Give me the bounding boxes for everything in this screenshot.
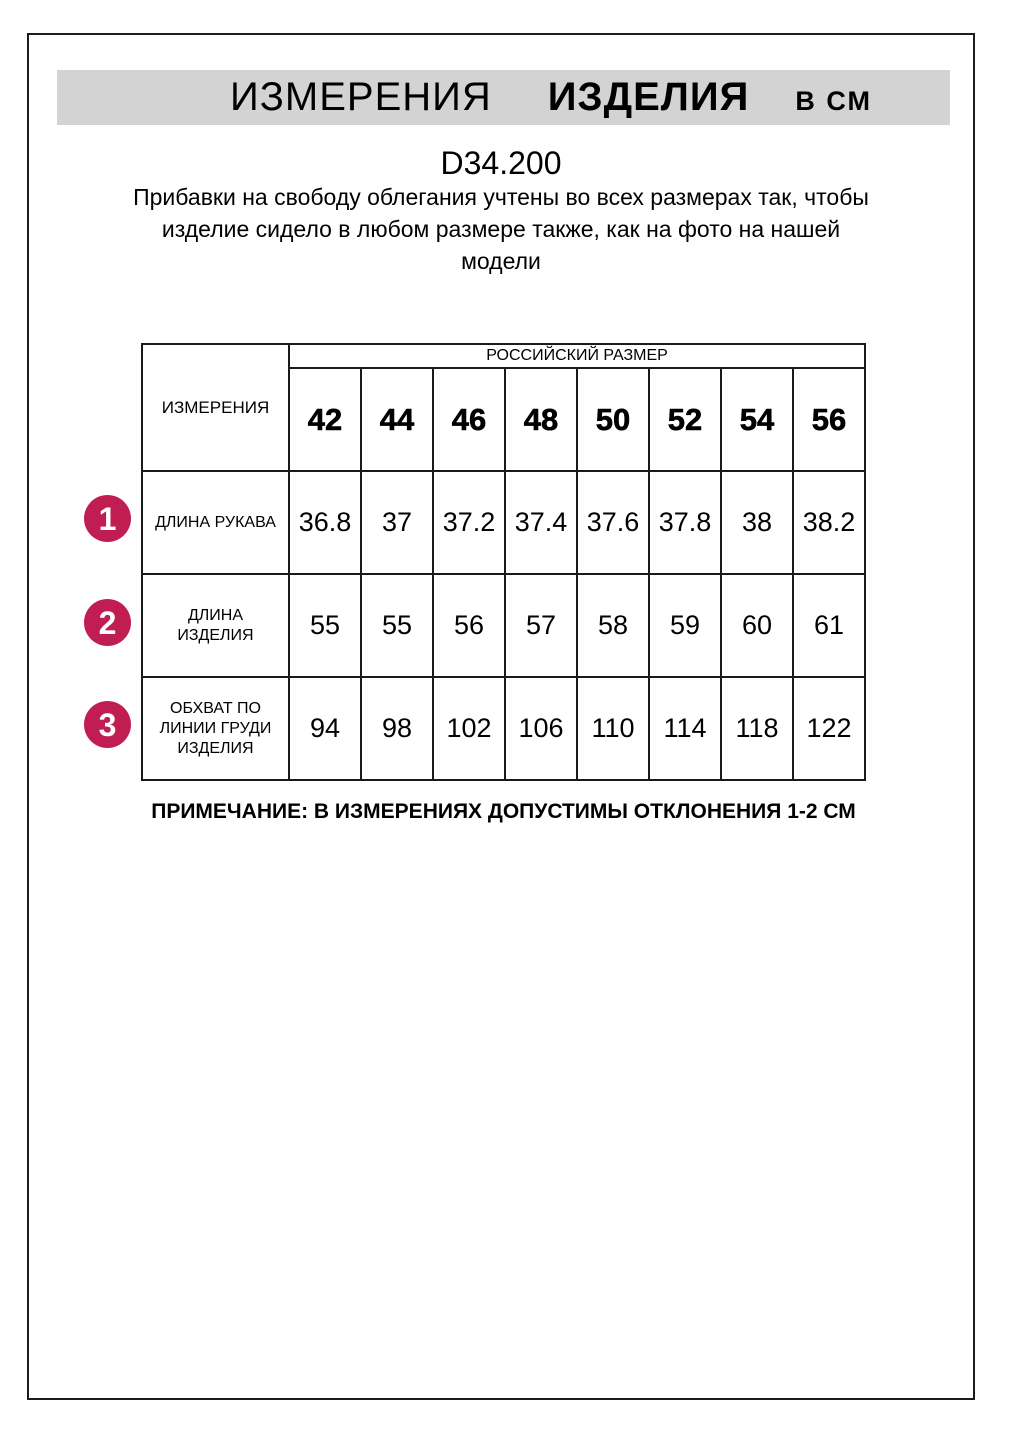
page-border-frame: [27, 33, 975, 1400]
row-number-badge-3: 3: [84, 701, 131, 748]
measurement-value: 55: [361, 574, 433, 677]
measurement-value: 57: [505, 574, 577, 677]
fit-description: [29, 181, 973, 277]
measurement-value: 61: [793, 574, 865, 677]
measurement-value: 98: [361, 677, 433, 780]
table-row-chest-girth: [142, 677, 865, 780]
row-number-badge-2: 2: [84, 599, 131, 646]
measurement-value: 38.2: [793, 471, 865, 574]
row-number-badge-1: 1: [84, 495, 131, 542]
row-label-line: ИЗДЕЛИЯ: [177, 626, 254, 644]
measurement-value: 37.6: [577, 471, 649, 574]
measurement-value: 36.8: [289, 471, 361, 574]
row-label: [142, 471, 289, 574]
size-col-header: 42: [289, 368, 361, 471]
size-col-header: 46: [433, 368, 505, 471]
measurement-value: 56: [433, 574, 505, 677]
measurement-value: 37: [361, 471, 433, 574]
measurement-value: 37.8: [649, 471, 721, 574]
size-col-header: 48: [505, 368, 577, 471]
size-table: [141, 343, 866, 781]
fit-description-line: Прибавки на свободу облегания учтены во всех размерах так, чтобы: [133, 184, 869, 210]
row-label-line: ДЛИНА РУКАВА: [155, 513, 276, 531]
size-col-header: 56: [793, 368, 865, 471]
measurement-value: 118: [721, 677, 793, 780]
fit-description-line: изделие сидело в любом размере также, как на фото на нашей: [161, 216, 841, 242]
table-row-sleeve-length: [142, 471, 865, 574]
title-word-measurements: ИЗМЕРЕНИЯ: [230, 75, 492, 119]
size-col-header: 52: [649, 368, 721, 471]
size-group-header: РОССИЙСКИЙ РАЗМЕР: [289, 344, 865, 368]
row-label-line: ЛИНИИ ГРУДИ: [159, 719, 272, 737]
table-corner-label: ИЗМЕРЕНИЯ: [142, 344, 289, 471]
measurement-value: 94: [289, 677, 361, 780]
measurement-value: 37.2: [433, 471, 505, 574]
size-col-header: 50: [577, 368, 649, 471]
measurement-value: 122: [793, 677, 865, 780]
measurement-value: 110: [577, 677, 649, 780]
row-label-line: ОБХВАТ ПО: [170, 699, 261, 717]
size-col-header: 44: [361, 368, 433, 471]
group-header-row: [142, 344, 865, 368]
row-label: [142, 574, 289, 677]
size-col-header: 54: [721, 368, 793, 471]
measurement-value: 55: [289, 574, 361, 677]
row-label-line: ИЗДЕЛИЯ: [177, 739, 254, 757]
measurement-value: 106: [505, 677, 577, 780]
measurement-value: 37.4: [505, 471, 577, 574]
product-code: D34.200: [440, 145, 562, 181]
measurement-value: 114: [649, 677, 721, 780]
table-row-product-length: [142, 574, 865, 677]
measurement-value: 102: [433, 677, 505, 780]
tolerance-note: ПРИМЕЧАНИЕ: В ИЗМЕРЕНИЯХ ДОПУСТИМЫ ОТКЛОНЕНИЯ 1-2 СМ: [151, 800, 856, 823]
fit-description-line: модели: [461, 248, 541, 274]
measurement-value: 38: [721, 471, 793, 574]
row-label: [142, 677, 289, 780]
title-word-product: ИЗДЕЛИЯ: [547, 75, 750, 119]
measurement-value: 58: [577, 574, 649, 677]
measurement-value: 59: [649, 574, 721, 677]
measurement-value: 60: [721, 574, 793, 677]
title-unit-label: В СМ: [795, 86, 872, 116]
row-label-line: ДЛИНА: [187, 606, 244, 624]
size-table-wrapper: [141, 343, 866, 781]
title-bar: [57, 70, 950, 125]
